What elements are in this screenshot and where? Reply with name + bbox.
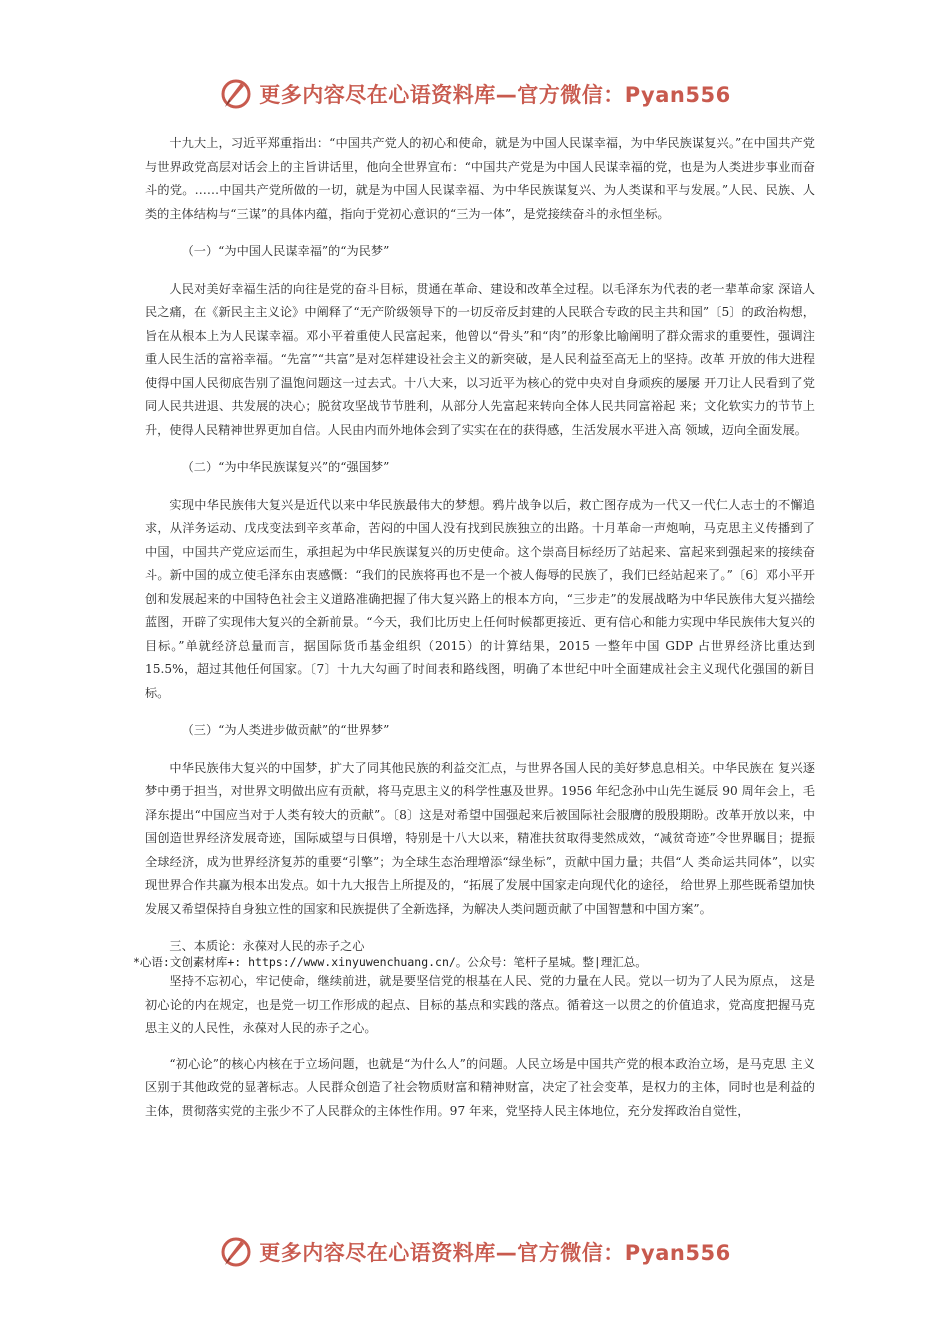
section-heading-2: （二）“为中华民族谋复兴”的“强国梦” [181,460,390,474]
section-heading-1: （一）“为中国人民谋幸福”的“为民梦” [181,244,390,258]
banner-text: 更多内容尽在心语资料库—官方微信：Pyan556 [259,1241,731,1265]
part-three-paragraph-1: 坚持不忘初心，牢记使命，继续前进，就是要坚信党的根基在人民、党的力量在人民。党以一切为了人民为原点， 这是初心论的内在规定，也是党一切工作形成的起点、目标的基点和实践的落点。循着这一以贯之的价值追求，党高度把握马克思主义的人民性，永葆对人民的赤子之心。 [145,974,815,1035]
feather-pen-logo-icon [219,1235,253,1269]
header-banner [0,74,950,114]
source-note: *心语:文创素材库+: https://www.xinyuwenchuang.cn/。公众号：笔杆子星城。整|理汇总。 [133,955,647,969]
part-three-heading: 三、本质论：永葆对人民的赤子之心 [169,939,365,953]
intro-paragraph: 十九大上，习近平郑重指出：“中国共产党人的初心和使命，就是为中国人民谋幸福，为中华民族谋复兴。”在中国共产党与世界政党高层对话会上的主旨讲话里，他向全世界宣布：“中国共产党是为中国人民谋幸福的党，也是为人类进步事业而奋斗的党。……中国共产党所做的一切，就是为中国人民谋幸福、为中华民族谋复兴、为人类谋和平与发展。”人民、民族、人类的主体结构与“三谋”的具体内蕴，指向于党初心意识的“三为一体”，是党接续奋斗的永恒坐标。 [145,136,815,221]
part-three [133,937,815,1135]
section-heading-3: （三）“为人类进步做贡献”的“世界梦” [181,723,390,737]
feather-pen-logo-icon [219,77,253,111]
banner-text: 更多内容尽在心语资料库—官方微信：Pyan556 [259,83,731,107]
section-body-2: 实现中华民族伟大复兴是近代以来中华民族最伟大的梦想。鸦片战争以后，救亡图存成为一代又一代仁人志士的不懈追求，从洋务运动、戊戌变法到辛亥革命，苦闷的中国人没有找到民族独立的出路。十月革命一声炮响，马克思主义传播到了中国，中国共产党应运而生，承担起为中华民族谋复兴的历史使命。这个崇高目标经历了站起来、富起来到强起来的接续奋斗。新中国的成立使毛泽东由衷感慨：“我们的民族将再也不是一个被人侮辱的民族了，我们已经站起来了。”〔6〕邓小平开创和发展起来的中国特色社会主义道路准确把握了伟大复兴路上的根本方向，“三步走”的发展战略为中华民族伟大复兴描绘蓝图，开辟了实现伟大复兴的全新前景。“今天，我们比历史上任何时候都更接近、更有信心和能力实现中华民族伟大复兴的目标。”单就经济总量而言，据国际货币基金组织（2015）的计算结果，2015 一整年中国 GDP 占世界经济比重达到 15.5%，超过其他任何国家。〔7〕十九大勾画了时间表和路线图，明确了本世纪中叶全面建成社会主义现代化强国的新目标。 [145,497,815,700]
document-body [145,132,815,935]
section-body-3: 中华民族伟大复兴的中国梦，扩大了同其他民族的利益交汇点，与世界各国人民的美好梦息息相关。中华民族在 复兴逐梦中勇于担当，对世界文明做出应有贡献，将马克思主义的科学性惠及世界。1956 年纪念孙中山先生诞辰 90 周年会上，毛泽东提出“中国应当对于人类有较大的贡献”。〔8〕这是对希望中国强起来后被国际社会服膺的殷殷期盼。改革开放以来，中国创造世界经济发展奇迹，国际威望与日俱增，特别是十八大以来，精准扶贫取得斐然成效，“减贫奇迹”令世界瞩目；提振全球经济，成为世界经济复苏的重要“引擎”；为全球生态治理增添“绿坐标”，贡献中国力量；共倡“人 类命运共同体”，以实现世界合作共赢为根本出发点。如十九大报告上所提及的，“拓展了发展中国家走向现代化的途径， 给世界上那些既希望加快发展又希望保持自身独立性的国家和民族提供了全新选择，为解决人类问题贡献了中国智慧和中国方案”。 [145,760,815,916]
section-body-1: 人民对美好幸福生活的向往是党的奋斗目标，贯通在革命、建设和改革全过程。以毛泽东为代表的老一辈革命家 深谙人民之痛，在《新民主主义论》中阐释了“无产阶级领导下的一切反帝反封建的人民联合专政的民主共和国”〔5〕的政治构想，旨在从根本上为人民谋幸福。邓小平着重使人民富起来，他曾以“骨头”和“肉”的形象比喻阐明了群众需求的重要性，强调注重人民生活的富裕幸福。“先富”“共富”是对怎样建设社会主义的新突破，是人民利益至高无上的坚持。改革 开放的伟大进程使得中国人民彻底告别了温饱问题这一过去式。十八大来，以习近平为核心的党中央对自身顽疾的屡屡 开刀让人民看到了党同人民共进退、共发展的决心；脱贫攻坚战节节胜利，从部分人先富起来转向全体人民共同富裕起 来；文化软实力的节节上升，使得人民精神世界更加自信。人民由内而外地体会到了实实在在的获得感，生活发展水平进入高 领域，迈向全面发展。 [145,281,815,437]
part-three-paragraph-2: “初心论”的核心内核在于立场问题，也就是“为什么人”的问题。人民立场是中国共产党的根本政治立场，是马克思 主义区别于其他政党的显著标志。人民群众创造了社会物质财富和精神财富，决定了社会变革，是权力的主体，同时也是利益的主体，贯彻落实党的主张少不了人民群众的主体性作用。97 年来，党坚持人民主体地位，充分发挥政治自觉性， [145,1056,815,1118]
footer-banner [0,1232,950,1272]
